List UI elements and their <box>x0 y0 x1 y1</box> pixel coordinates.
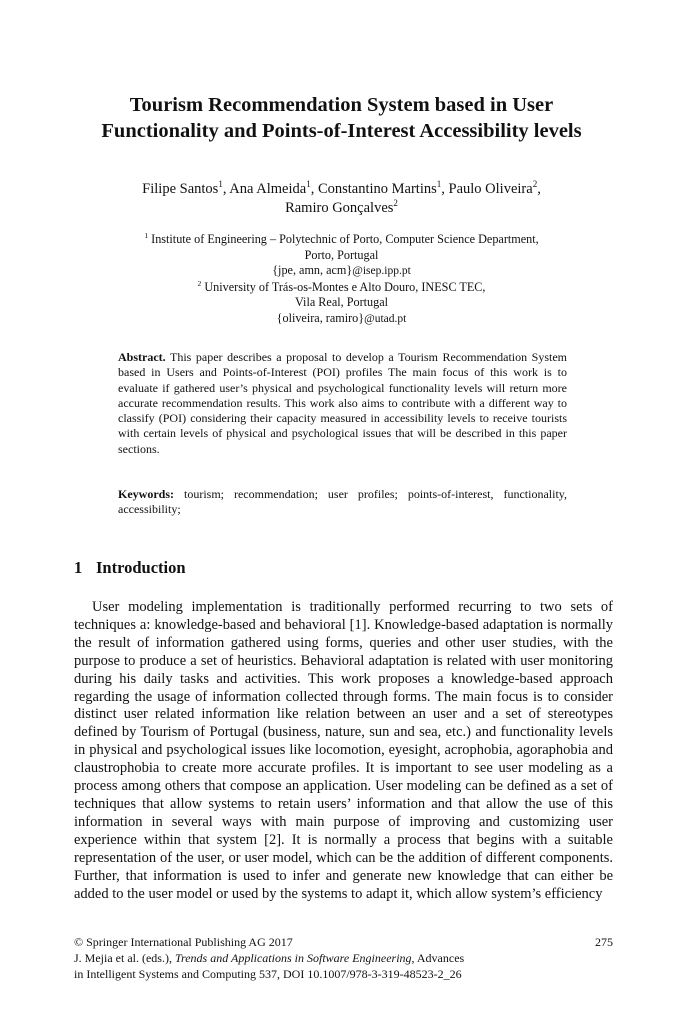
affiliation-2-line-1 <box>110 280 573 296</box>
email-names: {oliveira, ramiro} <box>276 310 365 325</box>
author-affil-mark: 1 <box>436 179 442 190</box>
author-name: Filipe Santos <box>142 181 219 197</box>
keywords-text: tourism; recommendation; user profiles; points-of-interest, functionality, accessibility; <box>118 487 568 517</box>
author-affil-mark: 1 <box>306 179 311 190</box>
body-text <box>74 599 613 903</box>
author-separator: , <box>537 181 541 197</box>
author-affil-mark: 2 <box>532 179 538 190</box>
paper-title <box>60 92 623 144</box>
copyright-notice: © Springer International Publishing AG 2017 <box>74 935 293 949</box>
keywords-label: Keywords: <box>118 487 174 501</box>
affiliations <box>110 232 573 328</box>
body-paragraph: User modeling implementation is traditionally performed recurring to two sets of techniques a: knowledge-based and behavioral [1]. Knowledge-based adaptation is normally the result of information gathered using forms, queries and other user studies, with the purpose to produce a set of heuristics. Behavioral adaptation is related with user monitoring during his daily tasks and activities. This work proposes a knowledge-based approach regarding the usage of information collected through forms. The main focus is to consider distinct user related information like relation between an user and a set of stereotypes defined by Tourism of Portugal (business, nature, sun and sea, etc.) and functionality levels in physical and psychological issues like locomotion, eyesight, acrophobia, agoraphobia and claustrophobia to create more accurate profiles. It is important to see user modeling as a process among others that compose an application. User modeling can be defined as a set of techniques that allow systems to retain users’ information and that allow the use of this information in several ways with main purpose of improving and customizing user experience within that system [2]. It is normally a process that begins with a suitable representation of the user, or user model, which can be the addition of different components. Further, that information is used to infer and generate new knowledge that can either be added to the user model or used by the systems to adapt it, which allow system’s efficiency <box>74 599 613 902</box>
email-domain: @utad.pt <box>364 312 407 325</box>
affiliation-1-line-1 <box>110 232 573 248</box>
affiliation-1-name: Institute of Engineering – Polytechnic of Porto, Computer Science Department, <box>151 232 539 246</box>
author-name: , Constantino Martins <box>310 181 437 197</box>
author-name: , Ana Almeida <box>222 181 307 197</box>
section-title: Introduction <box>96 558 186 577</box>
affiliation-1-email <box>110 263 573 280</box>
author-name: Ramiro Gonçalves <box>285 200 394 216</box>
email-domain: @isep.ipp.pt <box>352 265 411 278</box>
footer-row-1 <box>74 934 613 950</box>
footer-series: in Intelligent Systems and Computing 537, DOI 10.1007/978-3-319-48523-2_26 <box>74 967 462 981</box>
title-line-2: Functionality and Points-of-Interest Accessibility levels <box>101 120 582 142</box>
citation-suffix: , Advances <box>411 951 465 965</box>
citation-editors: J. Mejia et al. (eds.), <box>74 951 175 965</box>
author-line-1 <box>90 180 593 199</box>
abstract <box>118 350 567 457</box>
affiliation-1-line-2: Porto, Portugal <box>304 247 379 262</box>
affiliation-2-email <box>110 311 573 328</box>
affiliation-2-line-2: Vila Real, Portugal <box>294 295 389 310</box>
section-number: 1 <box>74 558 83 577</box>
author-line-2 <box>90 199 593 218</box>
footer-citation <box>74 950 613 966</box>
author-list <box>90 180 593 218</box>
keywords <box>118 487 567 518</box>
section-heading <box>74 558 186 578</box>
abstract-label: Abstract. <box>118 350 166 364</box>
author-affil-mark: 1 <box>218 179 223 190</box>
author-name: , Paulo Oliveira <box>441 181 533 197</box>
title-line-1: Tourism Recommendation System based in User <box>129 94 554 116</box>
author-affil-mark: 2 <box>393 198 398 209</box>
abstract-text: This paper describes a proposal to develop a Tourism Recommendation System based in Users and Points-of-Interest (POI) profiles The main focus of this work is to evaluate if gathered user’s physical and psychological functionality levels will return more accurate recommendation results. This work also aims to contribute with a different way to classify (POI) considering their capacity measured in accessibility levels to receive tourists with certain levels of physical and psychological issues that will be described in this paper sections. <box>118 350 567 456</box>
page-number: 275 <box>595 935 613 949</box>
email-names: {jpe, amn, acm} <box>272 263 353 278</box>
citation-book-title: Trends and Applications in Software Engineering <box>174 951 412 965</box>
page-footer <box>74 934 613 982</box>
affil-mark: 2 <box>197 278 202 288</box>
affiliation-2-name: University of Trás-os-Montes e Alto Douro, INESC TEC, <box>204 279 486 294</box>
affil-mark: 1 <box>144 230 149 240</box>
